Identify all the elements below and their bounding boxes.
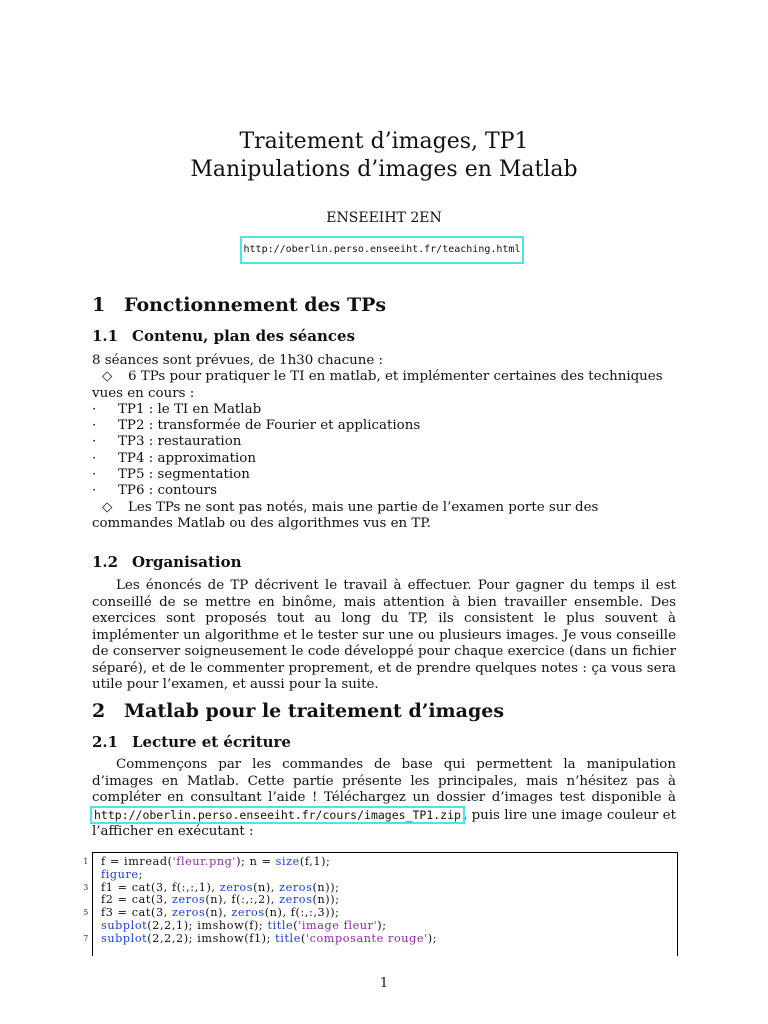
code-text: (n)); — [312, 880, 340, 894]
code-keyword: zeros — [279, 880, 313, 894]
paragraph-text: Les énoncés de TP décrivent le travail à effectuer. Pour gagner du temps il est conseillé de se mettre en binôme, mais attention à bien travailler ensemble. Des exercices sont proposés tout au long du TP, ils consistent le plus souvent à implémenter un algorithme et le tester sur une ou plusieurs images. Je vous conseille de conserver soigneusement le code développé pour chaque exercice (dans un fichier séparé), et de le commenter proprement, et de prendre quelques notes : ça vous sera utile pour l’examen, et aussi pour la suite. — [92, 578, 676, 692]
code-text: (n), — [205, 906, 232, 920]
list-item — [92, 483, 676, 499]
code-text: ); n = — [236, 855, 276, 868]
subsection-number: 1.1 — [92, 327, 119, 345]
code-text: (2,2,1); imshow(f); — [147, 918, 268, 932]
dot-bullet-icon: · — [92, 401, 97, 417]
list-item-text: TP5 : segmentation — [118, 467, 250, 483]
list-item — [92, 467, 676, 483]
organisation-paragraph — [92, 578, 676, 694]
code-keyword: figure — [101, 867, 139, 881]
contents-list — [92, 353, 676, 532]
lecture-paragraph — [92, 757, 676, 841]
subsection-title: Organisation — [132, 553, 242, 571]
code-keyword: zeros — [231, 906, 265, 920]
code-text: (n), f(:,:,2), — [205, 893, 280, 907]
code-text: (n)); — [312, 893, 340, 907]
document-title — [0, 128, 768, 184]
dot-bullet-icon: · — [92, 434, 97, 450]
teaching-url-link[interactable]: http://oberlin.perso.enseeiht.fr/teaching.html — [240, 236, 524, 264]
code-text: f = imread( — [101, 855, 173, 868]
code-string: 'fleur.png' — [172, 855, 237, 868]
code-keyword: title — [267, 918, 294, 932]
dot-bullet-icon: · — [92, 450, 97, 466]
list-item — [92, 451, 676, 467]
subsection-2-1-heading — [92, 733, 291, 751]
code-text: (f,1); — [299, 855, 331, 868]
list-item-text: TP3 : restauration — [118, 434, 242, 450]
list-item-text: TP4 : approximation — [118, 450, 256, 466]
section-title: Matlab pour le traitement d’images — [124, 700, 505, 722]
code-string: 'image fleur' — [298, 918, 378, 932]
subsection-1-1-heading — [92, 327, 355, 345]
subsection-1-2-heading — [92, 553, 241, 571]
list-item-text: 6 TPs pour pratiquer le TI en matlab, et implémenter certaines des techniques vues en cours : — [92, 369, 663, 401]
list-item-text: TP6 : contours — [118, 483, 218, 499]
code-line — [83, 855, 677, 869]
title-line-2: Manipulations d’images en Matlab — [190, 157, 578, 182]
section-title: Fonctionnement des TPs — [124, 294, 387, 316]
subsection-number: 2.1 — [92, 733, 119, 751]
code-string: 'composante rouge' — [305, 931, 428, 945]
code-text: f1 = cat(3, f(:,:,1), — [101, 880, 220, 894]
line-number: 1 — [83, 857, 89, 866]
code-keyword: zeros — [279, 893, 313, 907]
subsection-title: Contenu, plan des séances — [132, 327, 356, 345]
code-text: ; — [138, 867, 144, 881]
paragraph-text-end: , puis lire une image couleur et l’afficher en exécutant : — [92, 807, 676, 839]
dot-bullet-icon: · — [92, 483, 97, 499]
list-item — [92, 500, 676, 533]
code-line — [83, 931, 677, 946]
section-1-heading — [92, 294, 386, 316]
code-listing — [83, 852, 678, 956]
code-text: ( — [300, 931, 306, 945]
section-number: 1 — [92, 294, 106, 316]
subsection-number: 1.2 — [92, 553, 119, 571]
contents-intro: 8 séances sont prévues, de 1h30 chacune : — [92, 353, 384, 368]
list-item — [92, 434, 676, 450]
author: ENSEEIHT 2EN — [326, 210, 442, 226]
dot-bullet-icon: · — [92, 418, 97, 434]
list-item — [92, 369, 676, 402]
code-keyword: subplot — [101, 931, 148, 945]
list-item-text: TP2 : transformée de Fourier et applications — [118, 418, 421, 434]
line-number: 3 — [83, 882, 89, 892]
section-2-heading — [92, 700, 504, 722]
list-item-text: TP1 : le TI en Matlab — [118, 401, 262, 417]
code-keyword: title — [275, 931, 301, 945]
code-keyword: zeros — [219, 880, 254, 894]
code-keyword: zeros — [171, 893, 206, 907]
page-number: 1 — [379, 976, 389, 991]
list-item — [92, 418, 676, 434]
title-line-1: Traitement d’images, TP1 — [239, 129, 529, 154]
list-item-text: Les TPs ne sont pas notés, mais une partie de l’examen porte sur des commandes Matlab ou des algorithmes vus en TP. — [92, 499, 599, 531]
code-text: (2,2,2); imshow(f1); — [147, 931, 276, 945]
images-zip-link[interactable]: http://oberlin.perso.enseeiht.fr/cours/images_TP1.zip — [94, 807, 461, 822]
line-number: 7 — [83, 933, 89, 943]
code-text: ( — [293, 918, 299, 932]
code-text: (n), f(:,:,3)); — [264, 906, 340, 920]
code-keyword: subplot — [101, 918, 148, 932]
section-number: 2 — [92, 700, 106, 722]
dot-bullet-icon: · — [92, 467, 97, 483]
subsection-title: Lecture et écriture — [132, 733, 291, 751]
code-keyword: zeros — [171, 906, 206, 920]
code-keyword: size — [275, 855, 300, 868]
list-item — [92, 402, 676, 418]
diamond-bullet-icon: ◇ — [102, 499, 113, 515]
code-text: ); — [427, 931, 438, 945]
code-text: f2 = cat(3, — [101, 893, 172, 907]
diamond-bullet-icon: ◇ — [102, 369, 113, 385]
code-text: ); — [377, 918, 387, 932]
code-text: f3 = cat(3, — [101, 906, 172, 920]
paragraph-text-start: Commençons par les commandes de base qui permettent la manipulation d’images en Matlab. Cette partie présente les principales, mais n’hésitez pas à compléter en consultant l’aide ! Téléchargez un dossier d’images test disponible à — [92, 757, 676, 805]
code-text: (n), — [253, 880, 280, 894]
line-number: 5 — [83, 908, 89, 918]
